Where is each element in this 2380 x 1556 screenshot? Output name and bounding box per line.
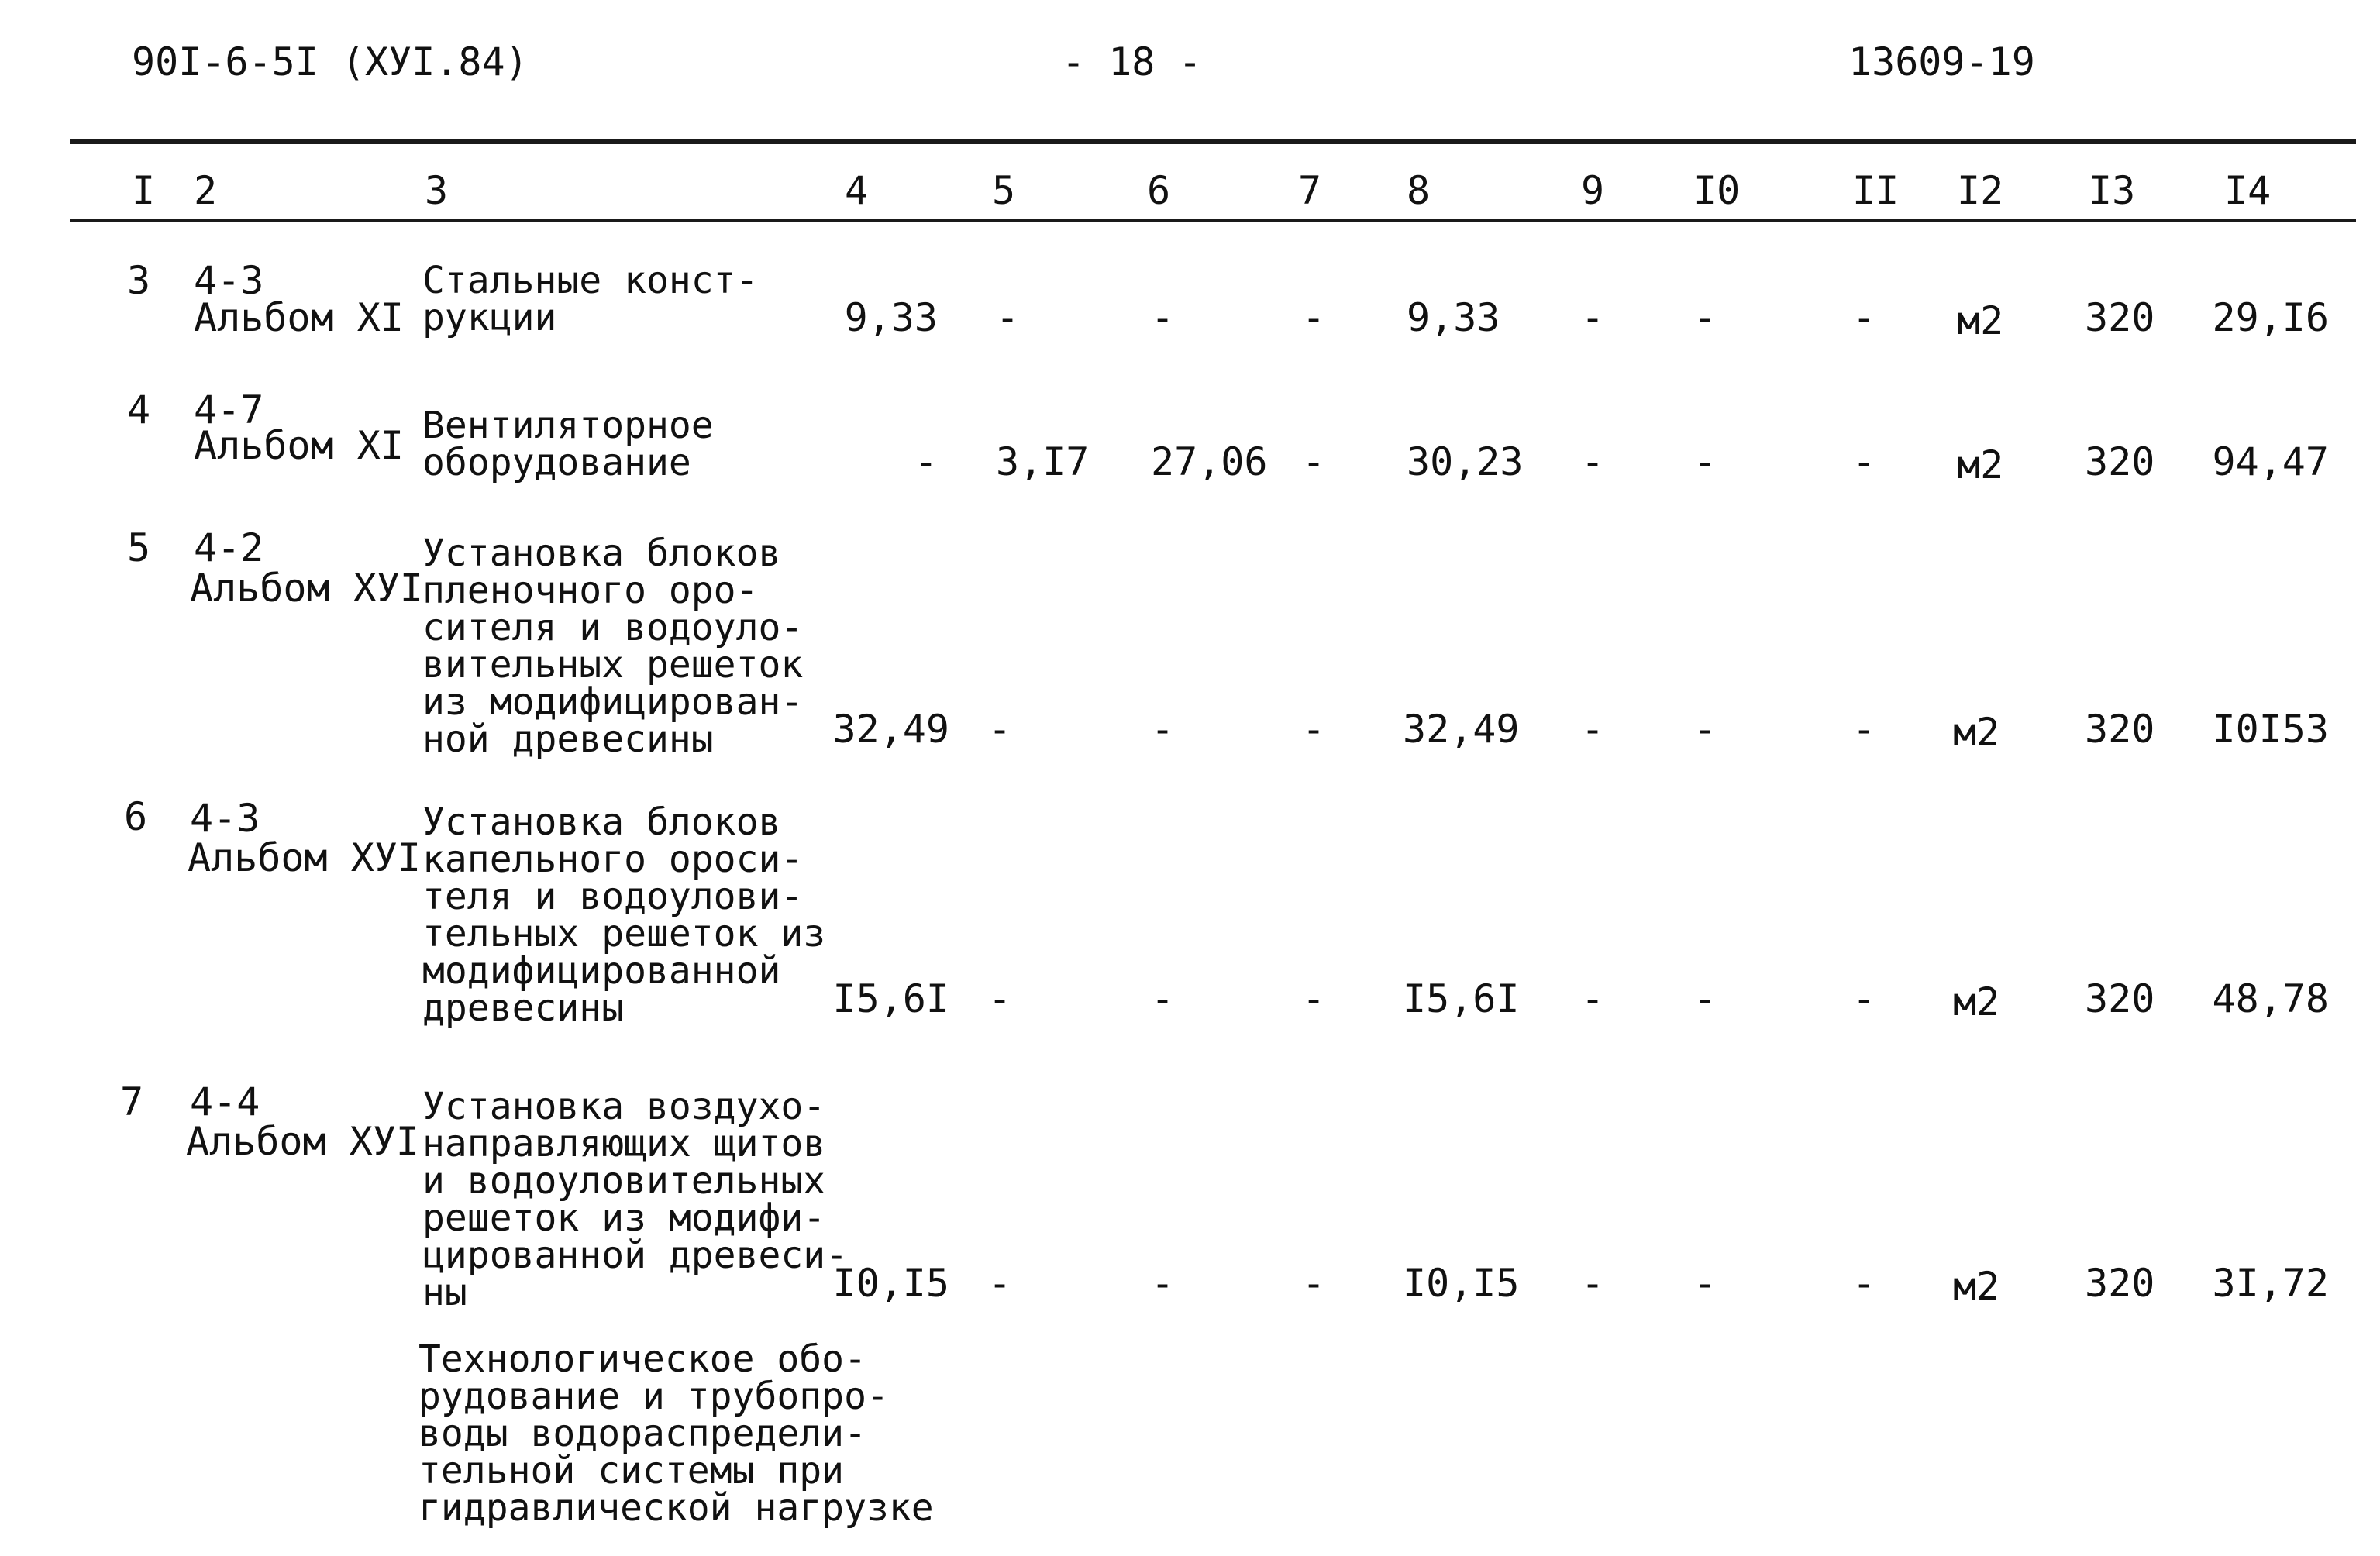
cell-col-5: -	[988, 1261, 1012, 1306]
cell-col-4: 9,33	[844, 295, 938, 340]
cell-col-11: -	[1852, 295, 1876, 340]
sheet-code: 13609-19	[1848, 40, 2035, 84]
row-description: Установка блоков пленочного оро- сителя и водоуло- вительных решеток из модифицирован- ной древесины	[422, 532, 804, 761]
column-header-2: 2	[194, 168, 218, 213]
row-album: Альбом XУI	[190, 566, 424, 611]
column-header-12: I2	[1957, 168, 2004, 213]
cell-col-13: 320	[2085, 707, 2155, 752]
cell-col-10: -	[1693, 707, 1717, 752]
cell-col-13: 320	[2085, 295, 2155, 340]
cell-col-7: -	[1302, 976, 1326, 1021]
cell-col-8: I5,6I	[1403, 976, 1520, 1021]
cell-col-13: 320	[2085, 976, 2155, 1021]
row-description: Вентиляторное оборудование	[422, 404, 714, 484]
row-reference: 4-7	[194, 387, 264, 432]
cell-col-8: 30,23	[1407, 439, 1524, 484]
column-header-6: 6	[1147, 168, 1171, 213]
row-reference: 4-2	[194, 525, 264, 570]
cell-col-5: -	[996, 295, 1020, 340]
row-description: Установка блоков капельного ороси- теля и водоулови- тельных решеток из модифицированной древесины	[422, 800, 826, 1030]
page-number: - 18 -	[1062, 40, 1202, 84]
cell-col-7: -	[1302, 1261, 1326, 1306]
cell-col-7: -	[1302, 439, 1326, 484]
column-header-8: 8	[1407, 168, 1431, 213]
column-header-11: II	[1852, 168, 1900, 213]
cell-col-6: -	[1151, 295, 1175, 340]
column-header-14: I4	[2224, 168, 2272, 213]
cell-unit: м2	[1953, 710, 2000, 755]
cell-col-5: -	[988, 707, 1012, 752]
row-number: 6	[124, 794, 148, 839]
document-code: 90I-6-5I (XУI.84)	[132, 40, 529, 84]
column-header-13: I3	[2089, 168, 2136, 213]
column-header-9: 9	[1581, 168, 1605, 213]
cell-col-8: 32,49	[1403, 707, 1520, 752]
header-bottom-rule	[70, 219, 2356, 222]
row-reference: 4-3	[194, 258, 264, 303]
column-header-3: 3	[425, 168, 449, 213]
row-number: 4	[127, 387, 151, 432]
cell-col-14: 94,47	[2212, 439, 2329, 484]
column-header-5: 5	[992, 168, 1016, 213]
row-number: 5	[127, 525, 151, 570]
row-album: Альбом XI	[194, 295, 404, 340]
cell-col-6: -	[1151, 707, 1175, 752]
row-reference: 4-4	[190, 1079, 260, 1124]
cell-col-11: -	[1852, 707, 1876, 752]
row-number: 7	[120, 1079, 144, 1124]
cell-unit: м2	[1957, 298, 2004, 343]
cell-col-13: 320	[2085, 439, 2155, 484]
cell-col-9: -	[1581, 976, 1605, 1021]
row-description: Установка воздухо- направляющих щитов и водоуловительных решеток из модифи- цированной древеси- ны	[422, 1085, 849, 1314]
cell-col-4: -	[914, 439, 938, 484]
cell-col-10: -	[1693, 1261, 1717, 1306]
row-album: Альбом XУI	[186, 1119, 420, 1164]
row-album: Альбом XУI	[188, 835, 422, 880]
row-description: Стальные конст- рукции	[422, 259, 759, 339]
cell-unit: м2	[1953, 979, 2000, 1024]
cell-col-6: -	[1151, 1261, 1175, 1306]
row-reference: 4-3	[190, 796, 260, 841]
cell-unit: м2	[1953, 1264, 2000, 1309]
cell-col-14: 3I,72	[2212, 1261, 2329, 1306]
cell-col-9: -	[1581, 1261, 1605, 1306]
cell-col-14: 48,78	[2212, 976, 2329, 1021]
cell-col-14: 29,I6	[2212, 295, 2329, 340]
row-number: 3	[127, 258, 151, 303]
cell-col-5: 3,I7	[996, 439, 1090, 484]
cell-col-4: I0,I5	[832, 1261, 949, 1306]
cell-col-13: 320	[2085, 1261, 2155, 1306]
cell-unit: м2	[1957, 442, 2004, 487]
cell-col-9: -	[1581, 707, 1605, 752]
cell-col-10: -	[1693, 439, 1717, 484]
cell-col-11: -	[1852, 976, 1876, 1021]
cell-col-11: -	[1852, 1261, 1876, 1306]
cell-col-5: -	[988, 976, 1012, 1021]
cell-col-4: 32,49	[832, 707, 949, 752]
cell-col-8: 9,33	[1407, 295, 1500, 340]
cell-col-9: -	[1581, 439, 1605, 484]
cell-col-4: I5,6I	[832, 976, 949, 1021]
section-heading: Технологическое обо- рудование и трубопро- воды водораспредели- тельной системы при гидравлической нагрузке	[418, 1337, 934, 1530]
table-top-rule	[70, 139, 2356, 144]
column-header-4: 4	[845, 168, 869, 213]
cell-col-6: 27,06	[1151, 439, 1268, 484]
cell-col-7: -	[1302, 707, 1326, 752]
cell-col-8: I0,I5	[1403, 1261, 1520, 1306]
cell-col-11: -	[1852, 439, 1876, 484]
row-album: Альбом XI	[194, 423, 404, 468]
column-header-7: 7	[1298, 168, 1322, 213]
cell-col-10: -	[1693, 295, 1717, 340]
cell-col-14: I0I53	[2212, 707, 2329, 752]
cell-col-10: -	[1693, 976, 1717, 1021]
cell-col-7: -	[1302, 295, 1326, 340]
cell-col-6: -	[1151, 976, 1175, 1021]
column-header-1: I	[132, 168, 156, 213]
column-header-10: I0	[1693, 168, 1741, 213]
cell-col-9: -	[1581, 295, 1605, 340]
